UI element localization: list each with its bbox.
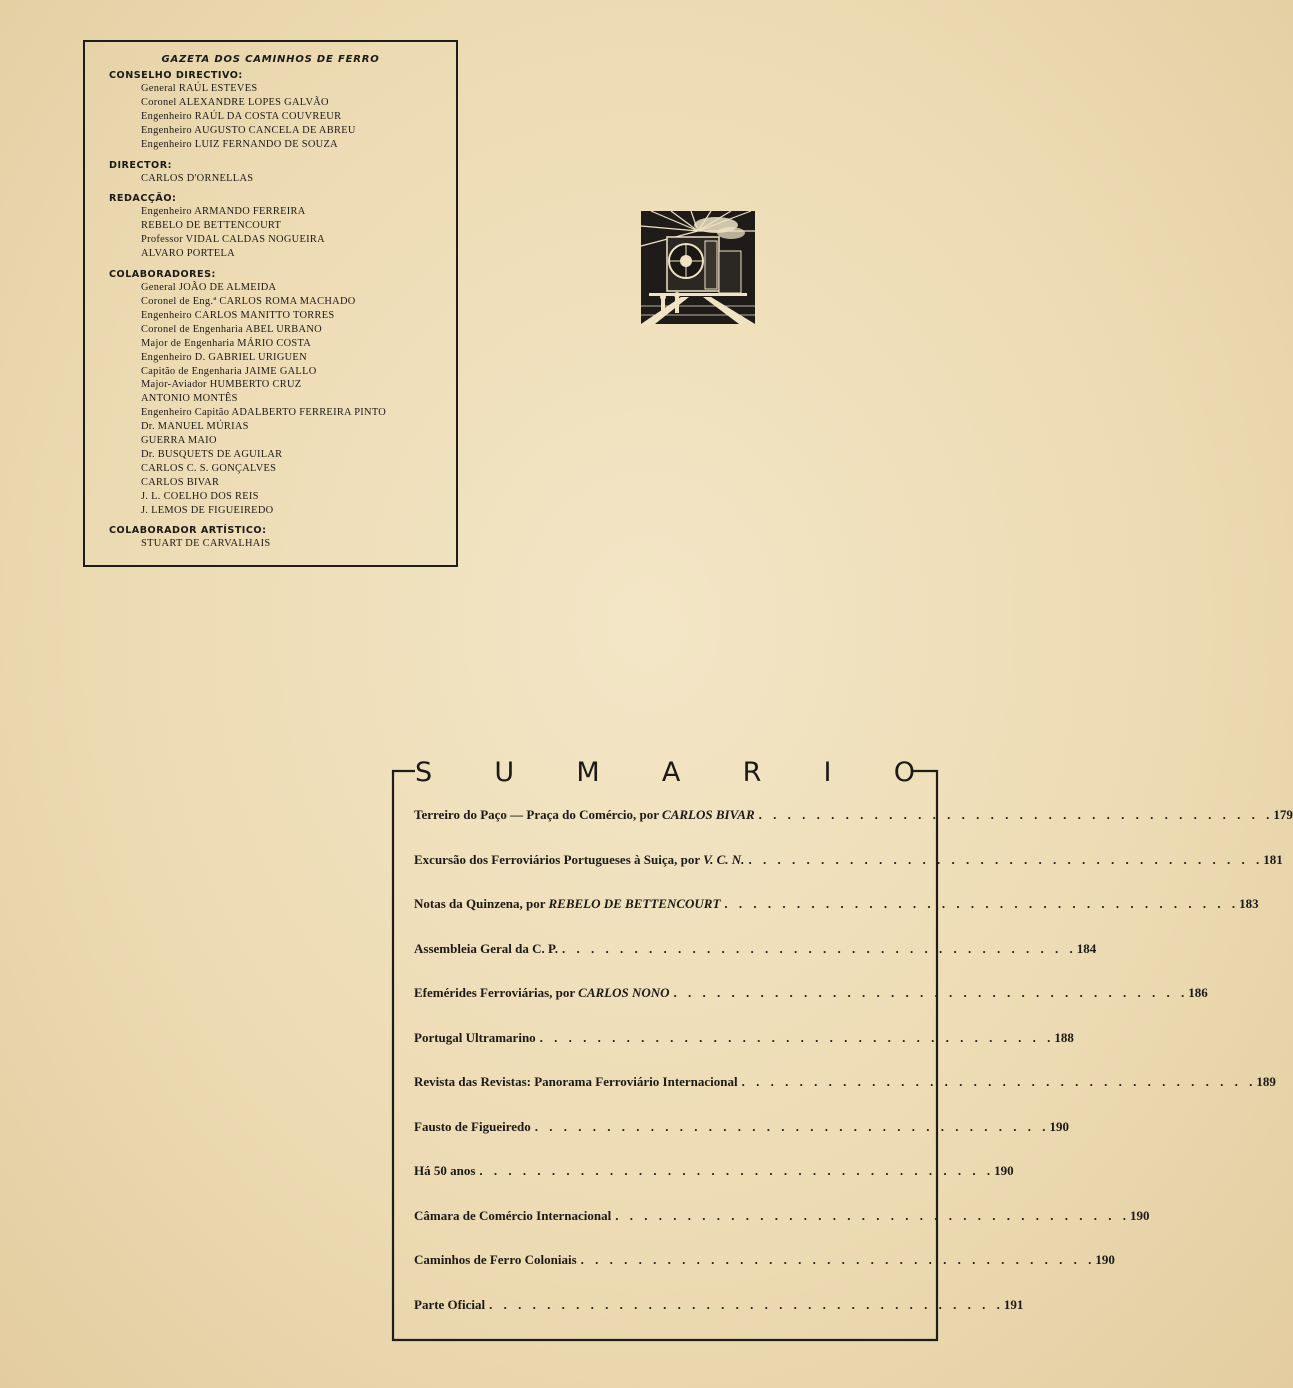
toc-leader-dots: . . . . . . . . . . . . . . . . . . . . . . . . . . . . . . . . . . . . <box>479 1163 995 1178</box>
toc-entry-text <box>414 1030 536 1046</box>
table-of-contents <box>393 756 1293 1340</box>
toc-entry-text <box>414 1297 485 1313</box>
masthead-name: Coronel de Eng.ª CARLOS ROMA MACHADO <box>141 295 356 307</box>
masthead-name: Engenheiro ARMANDO FERREIRA <box>141 206 306 218</box>
toc-entry-text <box>414 1252 577 1268</box>
masthead-name: Engenheiro LUIZ FERNANDO DE SOUZA <box>141 138 338 150</box>
toc-heading-letter: R <box>742 756 762 788</box>
masthead-name: General JOÃO DE ALMEIDA <box>141 282 277 294</box>
masthead-title: GAZETA DOS CAMINHOS DE FERRO <box>161 54 380 65</box>
toc-entry-title: Excursão dos Ferroviários Portugueses à Suiça, por <box>414 851 704 867</box>
toc-entry-page: 188 <box>1054 1029 1074 1045</box>
masthead-name: Engenheiro CARLOS MANITTO TORRES <box>141 309 335 321</box>
masthead-name: Coronel ALEXANDRE LOPES GALVÃO <box>141 96 329 108</box>
toc-entry-author: CARLOS BIVAR <box>662 807 755 822</box>
masthead-name: Coronel de Engenharia ABEL URBANO <box>141 323 322 335</box>
toc-leader-dots: . . . . . . . . . . . . . . . . . . . . . . . . . . . . . . . . . . . . <box>741 1074 1257 1089</box>
masthead-name: J. L. COELHO DOS REIS <box>141 490 259 502</box>
masthead-name-list <box>109 281 456 517</box>
toc-entry <box>414 1029 1074 1075</box>
masthead-name: Engenheiro RAÚL DA COSTA COUVREUR <box>141 110 342 122</box>
toc-entry-title: Parte Oficial <box>414 1296 486 1312</box>
masthead-section-heading: COLABORADOR ARTÍSTICO: <box>109 525 267 537</box>
toc-entry <box>414 1252 1115 1297</box>
masthead-name: ANTONIO MONTÊS <box>141 393 238 405</box>
toc-entry-text <box>414 852 744 868</box>
toc-leader-dots: . . . . . . . . . . . . . . . . . . . . . . . . . . . . . . . . . . . . <box>748 851 1264 867</box>
toc-entry-author: CARLOS NONO <box>578 985 670 1000</box>
toc-entry-page: 190 <box>994 1163 1014 1178</box>
masthead-section-heading: CONSELHO DIRECTIVO: <box>109 70 243 81</box>
toc-entry <box>414 1074 1276 1119</box>
toc-leader-dots: . . . . . . . . . . . . . . . . . . . . . . . . . . . . . . . . . . . . <box>673 985 1189 1000</box>
masthead-section-heading: COLABORADORES: <box>109 269 216 281</box>
masthead-name: STUART DE CARVALHAIS <box>141 538 271 550</box>
masthead-name: Dr. MANUEL MÚRIAS <box>141 421 249 433</box>
masthead-name: Professor VIDAL CALDAS NOGUEIRA <box>141 234 325 246</box>
toc-heading-letter: S <box>415 756 433 788</box>
masthead-name: General RAÚL ESTEVES <box>141 83 258 94</box>
toc-entry-text <box>414 1208 611 1224</box>
masthead-name: ALVARO PORTELA <box>141 248 235 260</box>
masthead-name: Engenheiro D. GABRIEL URIGUEN <box>141 351 307 363</box>
masthead-section-heading: DIRECTOR: <box>109 159 172 171</box>
toc-leader-dots: . . . . . . . . . . . . . . . . . . . . . . . . . . . . . . . . . . . . <box>489 1296 1004 1312</box>
masthead-name-list <box>109 537 456 551</box>
toc-entry-page: 189 <box>1256 1074 1276 1089</box>
toc-entry-title: Há 50 anos <box>414 1163 476 1178</box>
toc-entry-title: Notas da Quinzena, por <box>414 896 549 911</box>
toc-heading-letter: O <box>893 756 915 788</box>
toc-entry-text <box>414 896 720 912</box>
locomotive-engraving-icon <box>641 211 755 324</box>
toc-entry-page: 190 <box>1049 1118 1070 1134</box>
masthead-sections <box>109 69 456 551</box>
toc-leader-dots: . . . . . . . . . . . . . . . . . . . . . . . . . . . . . . . . . . . . <box>539 1029 1055 1045</box>
toc-entry-page: 186 <box>1188 985 1208 1000</box>
masthead-name: Engenheiro Capitão ADALBERTO FERREIRA PINTO <box>141 407 387 419</box>
toc-list <box>414 807 1293 1341</box>
masthead-name: CARLOS C. S. GONÇALVES <box>141 462 277 474</box>
toc-entry <box>414 985 1208 1030</box>
toc-entry-title: Revista das Revistas: Panorama Ferroviário Internacional <box>414 1074 738 1089</box>
masthead-name-list <box>109 172 456 186</box>
toc-entry <box>414 851 1283 897</box>
toc-entry-page: 181 <box>1263 851 1283 867</box>
toc-leader-dots: . . . . . . . . . . . . . . . . . . . . . . . . . . . . . . . . . . . . <box>580 1252 1096 1267</box>
toc-entry <box>414 940 1097 986</box>
toc-entry-title: Terreiro do Paço — Praça do Comércio, por <box>414 807 663 822</box>
masthead-name: Engenheiro AUGUSTO CANCELA DE ABREU <box>141 124 356 136</box>
toc-heading-letter: A <box>661 756 681 788</box>
masthead-name: Dr. BUSQUETS DE AGUILAR <box>141 448 283 460</box>
masthead-name-list <box>109 205 456 261</box>
toc-entry-text <box>414 1119 531 1135</box>
masthead-name: GUERRA MAIO <box>141 435 217 447</box>
toc-leader-dots: . . . . . . . . . . . . . . . . . . . . . . . . . . . . . . . . . . . . <box>758 807 1274 822</box>
toc-leader-dots: . . . . . . . . . . . . . . . . . . . . . . . . . . . . . . . . . . . . <box>724 896 1240 911</box>
toc-entry <box>414 1163 1014 1208</box>
masthead-name-list <box>109 82 456 152</box>
masthead-name: Major-Aviador HUMBERTO CRUZ <box>141 379 302 391</box>
toc-entry-author: V. C. N. <box>703 851 745 867</box>
toc-entry-title: Portugal Ultramarino <box>414 1029 536 1045</box>
masthead-name: Capitão de Engenharia JAIME GALLO <box>141 365 317 377</box>
masthead-name: CARLOS BIVAR <box>141 476 220 488</box>
toc-entry-page: 191 <box>1003 1296 1024 1312</box>
toc-entry <box>414 1118 1070 1164</box>
toc-heading-letter: I <box>823 756 832 788</box>
masthead-box <box>83 40 458 567</box>
toc-entry-text <box>414 807 755 823</box>
masthead-name: J. LEMOS DE FIGUEIREDO <box>141 504 274 516</box>
toc-heading <box>415 758 915 786</box>
toc-entry <box>414 896 1259 941</box>
toc-entry-title: Assembleia Geral da C. P. <box>414 940 558 956</box>
toc-entry-text <box>414 1163 475 1179</box>
toc-entry-text <box>414 941 558 957</box>
toc-entry-title: Fausto de Figueiredo <box>414 1118 531 1134</box>
masthead-name: CARLOS D'ORNELLAS <box>141 172 254 184</box>
masthead-section-heading: REDACÇÃO: <box>109 193 177 205</box>
toc-entry-title: Câmara de Comércio Internacional <box>414 1207 612 1223</box>
toc-entry-text <box>414 985 670 1001</box>
toc-leader-dots: . . . . . . . . . . . . . . . . . . . . . . . . . . . . . . . . . . . . <box>561 940 1077 956</box>
toc-entry <box>414 807 1293 852</box>
toc-leader-dots: . . . . . . . . . . . . . . . . . . . . . . . . . . . . . . . . . . . . <box>534 1118 1050 1134</box>
toc-entry <box>414 1296 1024 1342</box>
toc-entry-page: 179 <box>1273 807 1293 822</box>
toc-entry-text <box>414 1074 738 1090</box>
toc-entry-page: 184 <box>1076 940 1097 956</box>
toc-entry-page: 190 <box>1095 1252 1115 1267</box>
toc-leader-dots: . . . . . . . . . . . . . . . . . . . . . . . . . . . . . . . . . . . . <box>615 1207 1131 1223</box>
masthead-name: REBELO DE BETTENCOURT <box>141 220 282 232</box>
toc-heading-letter: M <box>576 756 600 788</box>
toc-entry-page: 190 <box>1130 1207 1150 1223</box>
toc-entry-title: Caminhos de Ferro Coloniais <box>414 1252 577 1267</box>
toc-entry <box>414 1207 1150 1253</box>
masthead-name: Major de Engenharia MÁRIO COSTA <box>141 337 312 349</box>
toc-entry-author: REBELO DE BETTENCOURT <box>548 896 721 911</box>
toc-entry-page: 183 <box>1239 896 1259 911</box>
toc-heading-letter: U <box>494 756 515 788</box>
toc-entry-title: Efemérides Ferroviárias, por <box>414 985 579 1000</box>
